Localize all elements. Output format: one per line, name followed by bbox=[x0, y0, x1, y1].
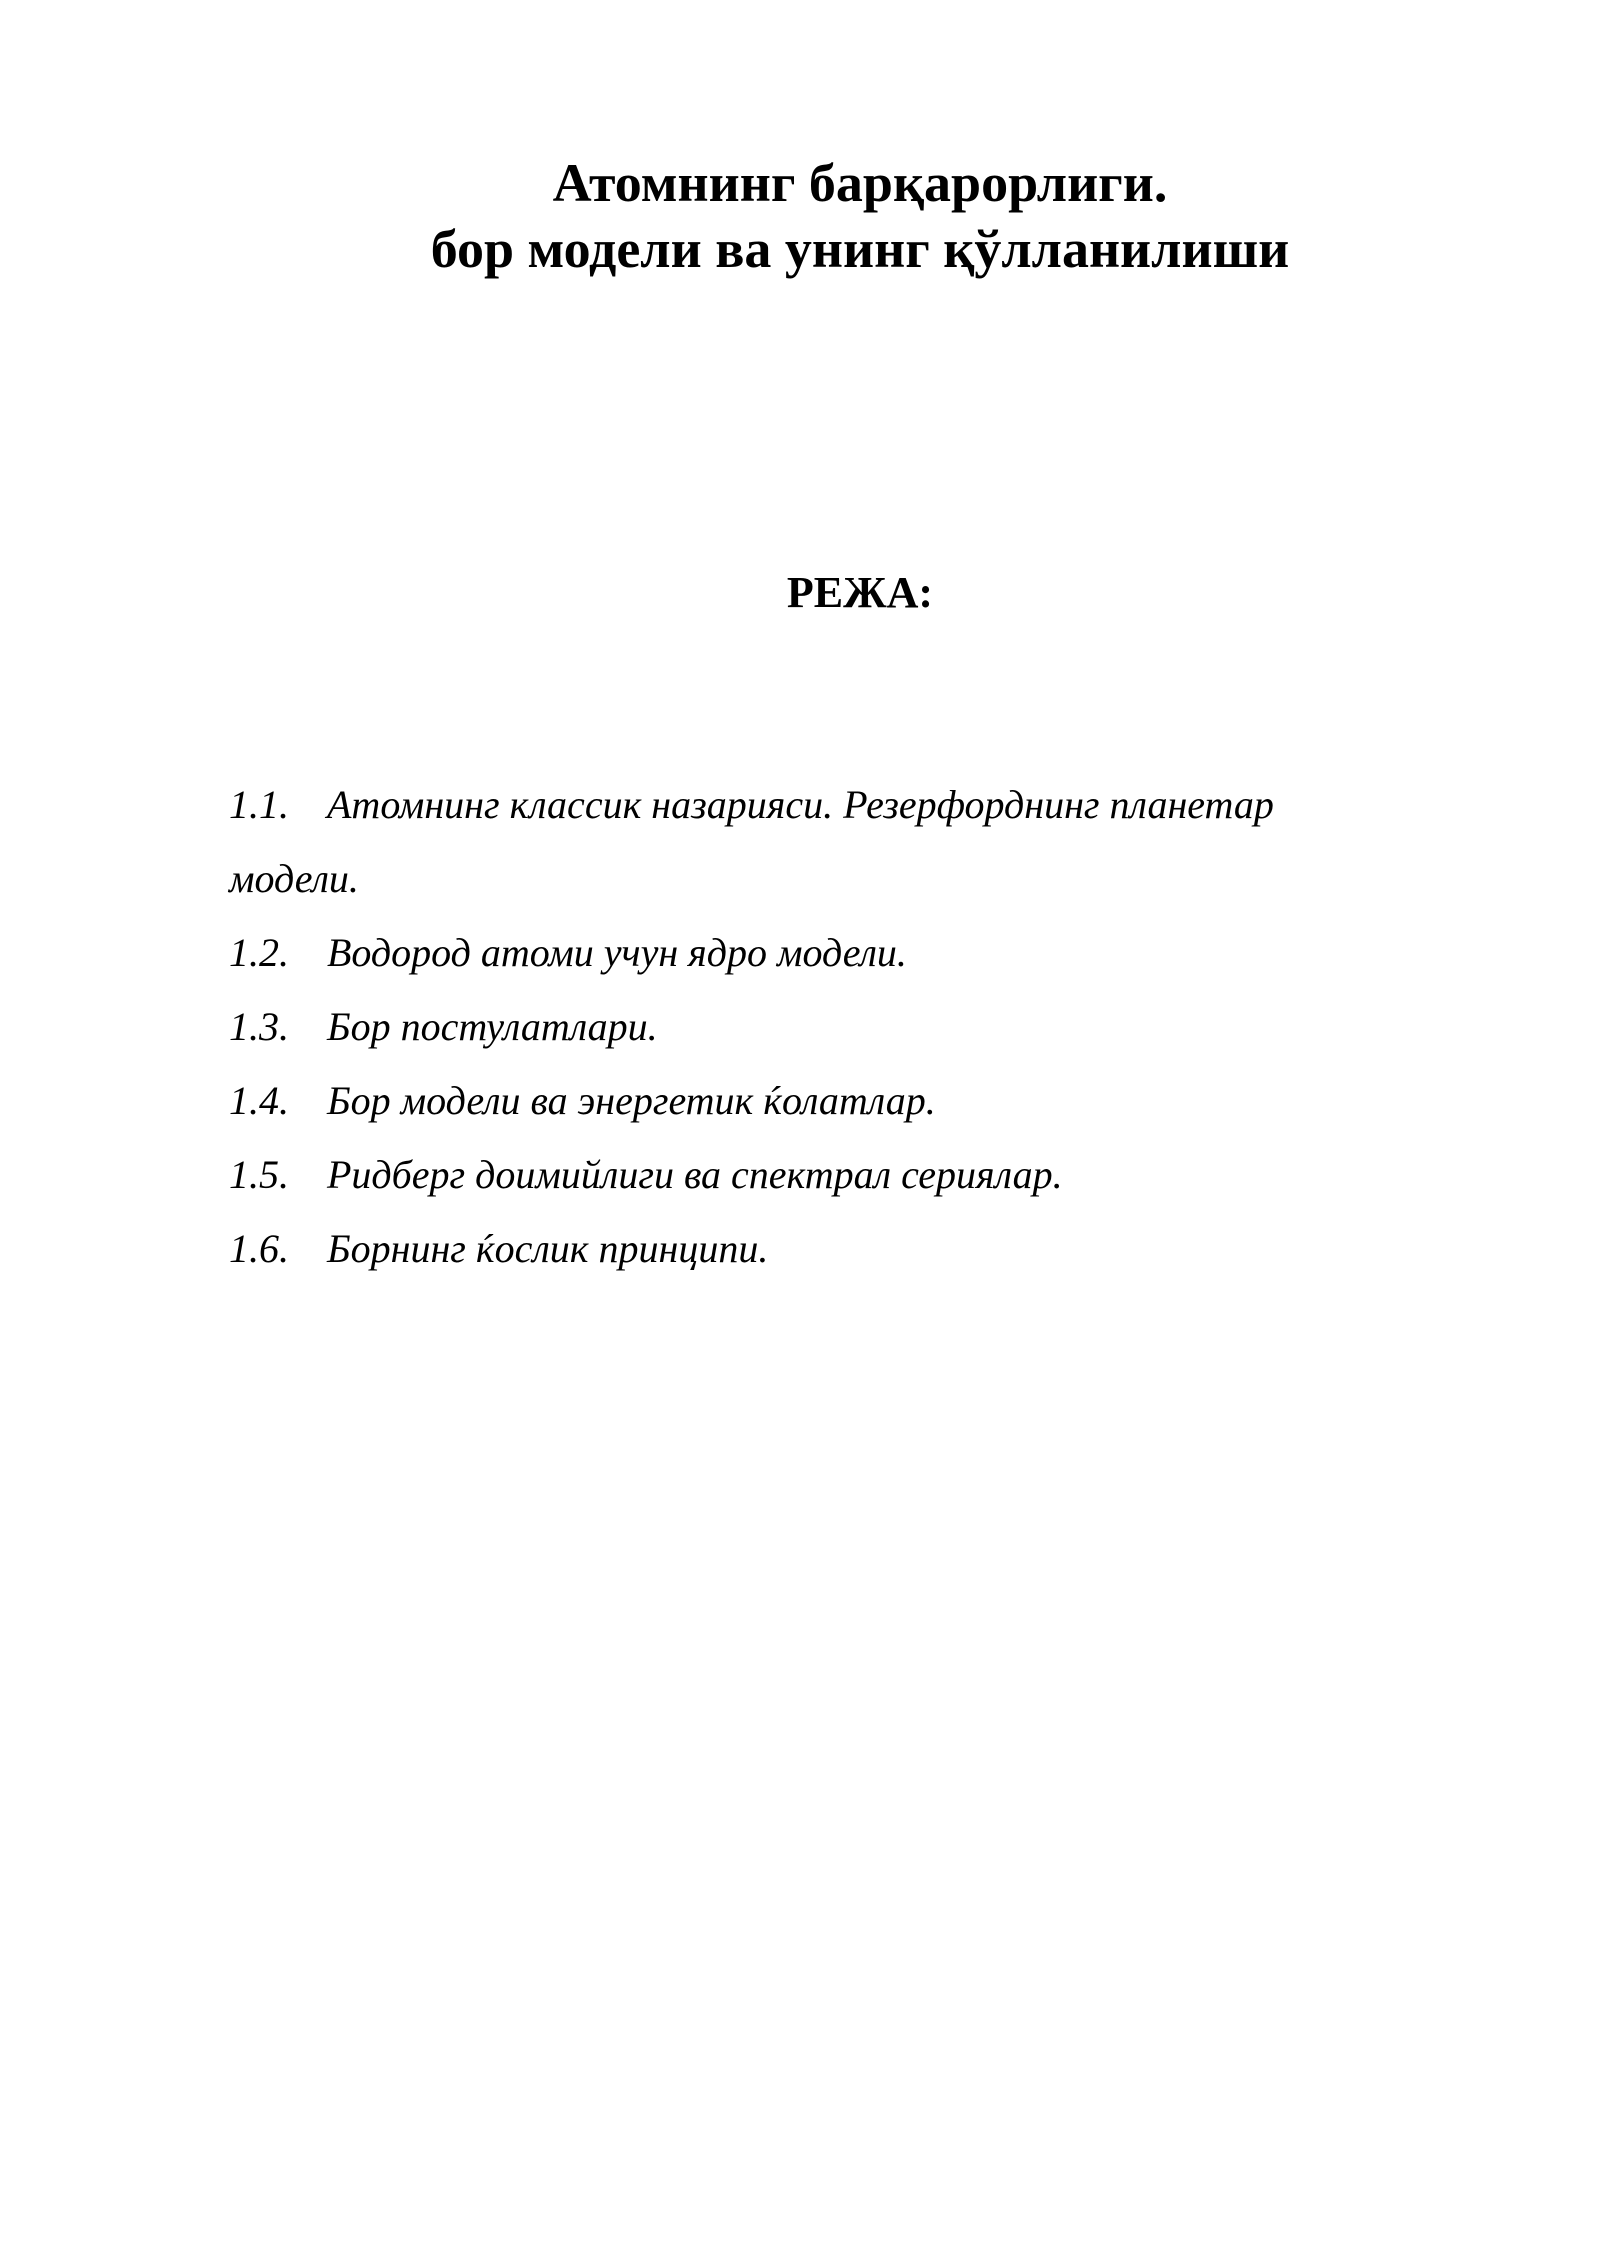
plan-item-text: Борнинг ќослик принципи. bbox=[327, 1226, 769, 1271]
plan-item-text: Бор постулатлари. bbox=[327, 1004, 658, 1049]
plan-item-1-5 bbox=[229, 1138, 1429, 1212]
plan-item-1-1-continuation bbox=[229, 842, 1429, 916]
plan-item-1-2 bbox=[229, 916, 1429, 990]
title-line-2: бор модели ва унинг қўлланилиши bbox=[430, 219, 1290, 279]
plan-item-1-6 bbox=[229, 1212, 1429, 1286]
plan-item-number: 1.2. bbox=[229, 930, 289, 975]
plan-item-number: 1.4. bbox=[229, 1078, 289, 1123]
plan-item-text: Атомнинг классик назарияси. Резерфорднинг планетар bbox=[327, 782, 1274, 827]
plan-item-number: 1.6. bbox=[229, 1226, 289, 1271]
plan-item-1-3 bbox=[229, 990, 1429, 1064]
plan-item-text: Бор модели ва энергетик ќолатлар. bbox=[327, 1078, 936, 1123]
document-title bbox=[0, 150, 1600, 282]
plan-list bbox=[229, 768, 1429, 1286]
plan-item-number: 1.3. bbox=[229, 1004, 289, 1049]
plan-item-1-4 bbox=[229, 1064, 1429, 1138]
plan-item-text: Ридберг доимийлиги ва спектрал сериялар. bbox=[327, 1152, 1063, 1197]
plan-item-text: модели. bbox=[229, 856, 359, 901]
title-line-1: Атомнинг барқарорлиги. bbox=[552, 153, 1168, 213]
plan-item-1-1 bbox=[229, 768, 1429, 842]
plan-item-number: 1.5. bbox=[229, 1152, 289, 1197]
plan-item-number: 1.1. bbox=[229, 782, 289, 827]
plan-item-text: Водород атоми учун ядро модели. bbox=[327, 930, 907, 975]
plan-heading: РЕЖА: bbox=[786, 568, 934, 617]
